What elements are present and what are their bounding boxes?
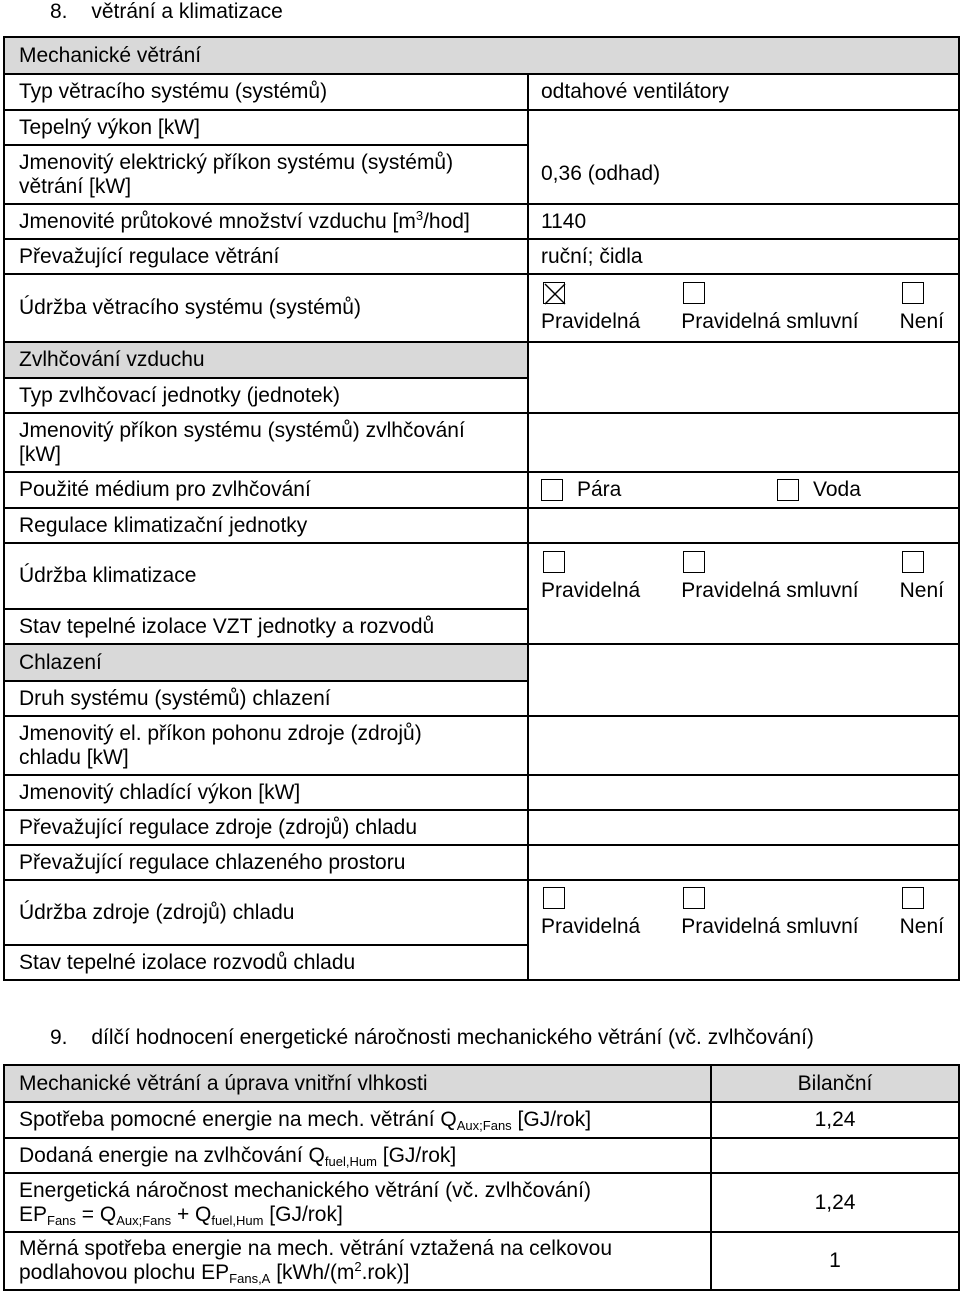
option-pravidelna[interactable] [541,282,640,334]
prutok-sup: 3 [415,207,424,223]
prikon-chlad-line2: chladu [kW] [19,745,129,769]
r3-ep-sub: Fans [47,1212,76,1228]
option-smluvni[interactable] [681,887,858,939]
r3-q2-sub: fuel,Hum [211,1212,264,1228]
prutok-label-b: /hod] [423,209,470,233]
r2-label [4,1138,711,1173]
r3-ep: EP [19,1202,48,1226]
prikon-zvlh-label [4,413,528,472]
section-title: větrání a klimatizace [91,0,283,23]
option-label: Pravidelná [541,310,641,333]
section-title: dílčí hodnocení energetické náročnosti mechanického větrání (vč. zvlhčování) [91,1026,814,1049]
r3-line2 [19,1203,710,1227]
checkbox-icon[interactable] [543,887,565,909]
energy-header-right: Bilanční [711,1065,959,1102]
r1-text: Spotřeba pomocné energie na mech. větrání Q [19,1108,457,1131]
r4-text: podlahovou plochu EP [19,1261,230,1284]
udrzba-zdroje-options [528,880,959,945]
checkbox-icon[interactable] [683,887,705,909]
section-number: 9. [50,1026,68,1049]
reg-zdroje-value [528,810,959,845]
r4-sub: Fans,A [229,1271,271,1286]
r1-sub: Aux;Fans [456,1118,512,1133]
mech-header: Mechanické větrání [4,37,959,74]
r4-unit-b: .rok)] [361,1261,410,1284]
prikon-label [4,145,528,204]
chlaz-header-right [528,644,959,681]
tepelny-label: Tepelný výkon [kW] [4,110,528,145]
udrzba-zdroje-label: Údržba zdroje (zdrojů) chladu [4,880,528,945]
druh-label: Druh systému (systémů) chlazení [4,681,528,716]
udrzba-klim-label: Údržba klimatizace [4,543,528,609]
energy-header-row [4,1065,959,1102]
zvlh-header-right [528,342,959,378]
checkbox-icon[interactable] [683,282,705,304]
energy-table [3,1064,960,1291]
checkbox-icon[interactable] [683,551,705,573]
udrzba-klim-options [528,543,959,609]
stav-rozvodu-label: Stav tepelné izolace rozvodů chladu [4,945,528,980]
stav-vzt-value [528,609,959,644]
option-smluvni[interactable] [681,282,858,334]
option-neni[interactable] [900,887,944,939]
r4-line2 [19,1261,710,1285]
checkbox-icon[interactable] [543,551,565,573]
prutok-label [4,204,528,239]
checkbox-icon[interactable] [777,479,799,501]
typ-zvlh-label: Typ zvlhčovací jednotky (jednotek) [4,378,528,413]
typ-zvlh-value [528,378,959,413]
r3-line1: Energetická náročnost mechanického větrání (vč. zvlhčování) [19,1178,591,1202]
r4-sup: 2 [354,1259,362,1274]
r2-text: Dodaná energie na zvlhčování Q [19,1143,325,1167]
option-neni[interactable] [900,282,944,334]
chladici-vykon-label: Jmenovitý chladící výkon [kW] [4,775,528,810]
r1-label [4,1102,711,1138]
r3-value: 1,24 [711,1173,959,1232]
option-label: Pravidelná smluvní [681,310,859,333]
prikon-value: 0,36 (odhad) [528,145,959,204]
reg-zdroje-label: Převažující regulace zdroje (zdrojů) chladu [4,810,528,845]
option-neni[interactable] [900,551,944,603]
r4-value: 1 [711,1232,959,1290]
prutok-label-a: Jmenovité průtokové množství vzduchu [m [19,209,416,233]
r1-value: 1,24 [711,1102,959,1138]
reg-klim-label: Regulace klimatizační jednotky [4,508,528,543]
r2-value [711,1138,959,1173]
option-label: Není [899,915,944,938]
medium-opt-para: Pára [577,478,622,501]
stav-vzt-label: Stav tepelné izolace VZT jednotky a rozvodů [4,609,528,644]
r3-label [4,1173,711,1232]
r1-unit: [GJ/rok] [511,1108,592,1131]
typ-label: Typ větracího systému (systémů) [4,74,528,110]
option-smluvni[interactable] [681,551,858,603]
energy-header-left: Mechanické větrání a úprava vnitřní vlhkosti [4,1065,711,1102]
prikon-label-line2: větrání [kW] [19,174,132,198]
option-label: Není [899,310,944,333]
section-8-heading [50,0,283,24]
option-label: Pravidelná smluvní [681,915,859,938]
r4-line1: Měrná spotřeba energie na mech. větrání vztažená na celkovou [19,1237,613,1260]
section-number: 8. [50,0,68,23]
regulace-label: Převažující regulace větrání [4,239,528,274]
r3-q1-sub: Aux;Fans [116,1212,172,1228]
ventilation-table [3,36,960,981]
medium-opt-voda: Voda [813,478,861,501]
medium-label: Použité médium pro zvlhčování [4,472,528,508]
zvlh-header: Zvlhčování vzduchu [4,342,528,378]
prikon-zvlh-line1: Jmenovitý příkon systému (systémů) zvlhčování [19,418,465,442]
checkbox-checked-icon[interactable] [543,282,565,304]
r3-unit: [GJ/rok] [263,1202,343,1226]
prikon-zvlh-value [528,413,959,472]
medium-options [528,472,959,508]
option-label: Pravidelná smluvní [681,578,859,602]
reg-klim-value [528,508,959,543]
chlaz-header: Chlazení [4,644,528,681]
option-label: Pravidelná [541,578,641,602]
prikon-chlad-line1: Jmenovitý el. příkon pohonu zdroje (zdrojů) [19,721,422,745]
r2-sub: fuel,Hum [324,1153,377,1169]
typ-value: odtahové ventilátory [528,74,959,110]
prutok-value: 1140 [528,204,959,239]
r4-label [4,1232,711,1290]
r3-eq: = Q [75,1202,117,1226]
reg-prostoru-value [528,845,959,880]
udrzba-vetr-label: Údržba větracího systému (systémů) [4,274,528,342]
section-9-heading [50,1026,814,1050]
reg-prostoru-label: Převažující regulace chlazeného prostoru [4,845,528,880]
stav-rozvodu-value [528,945,959,980]
option-pravidelna[interactable] [541,887,640,939]
option-label: Není [899,578,944,602]
prikon-label-line1: Jmenovitý elektrický příkon systému (systémů) [19,150,454,174]
option-label: Pravidelná [541,915,641,938]
mech-header-row [4,37,959,74]
tepelny-value [528,110,959,145]
prikon-zvlh-line2: [kW] [19,442,61,466]
checkbox-icon[interactable] [902,551,924,573]
checkbox-icon[interactable] [902,887,924,909]
r4-unit-a: [kWh/(m [270,1261,355,1284]
checkbox-icon[interactable] [541,479,563,501]
prikon-chlad-value [528,716,959,775]
regulace-value: ruční; čidla [528,239,959,274]
option-pravidelna[interactable] [541,551,640,603]
udrzba-vetr-options [528,274,959,342]
druh-value [528,681,959,716]
r3-plus: + Q [171,1202,212,1226]
chladici-vykon-value [528,775,959,810]
prikon-chlad-label [4,716,528,775]
r2-unit: [GJ/rok] [376,1143,457,1167]
checkbox-icon[interactable] [902,282,924,304]
